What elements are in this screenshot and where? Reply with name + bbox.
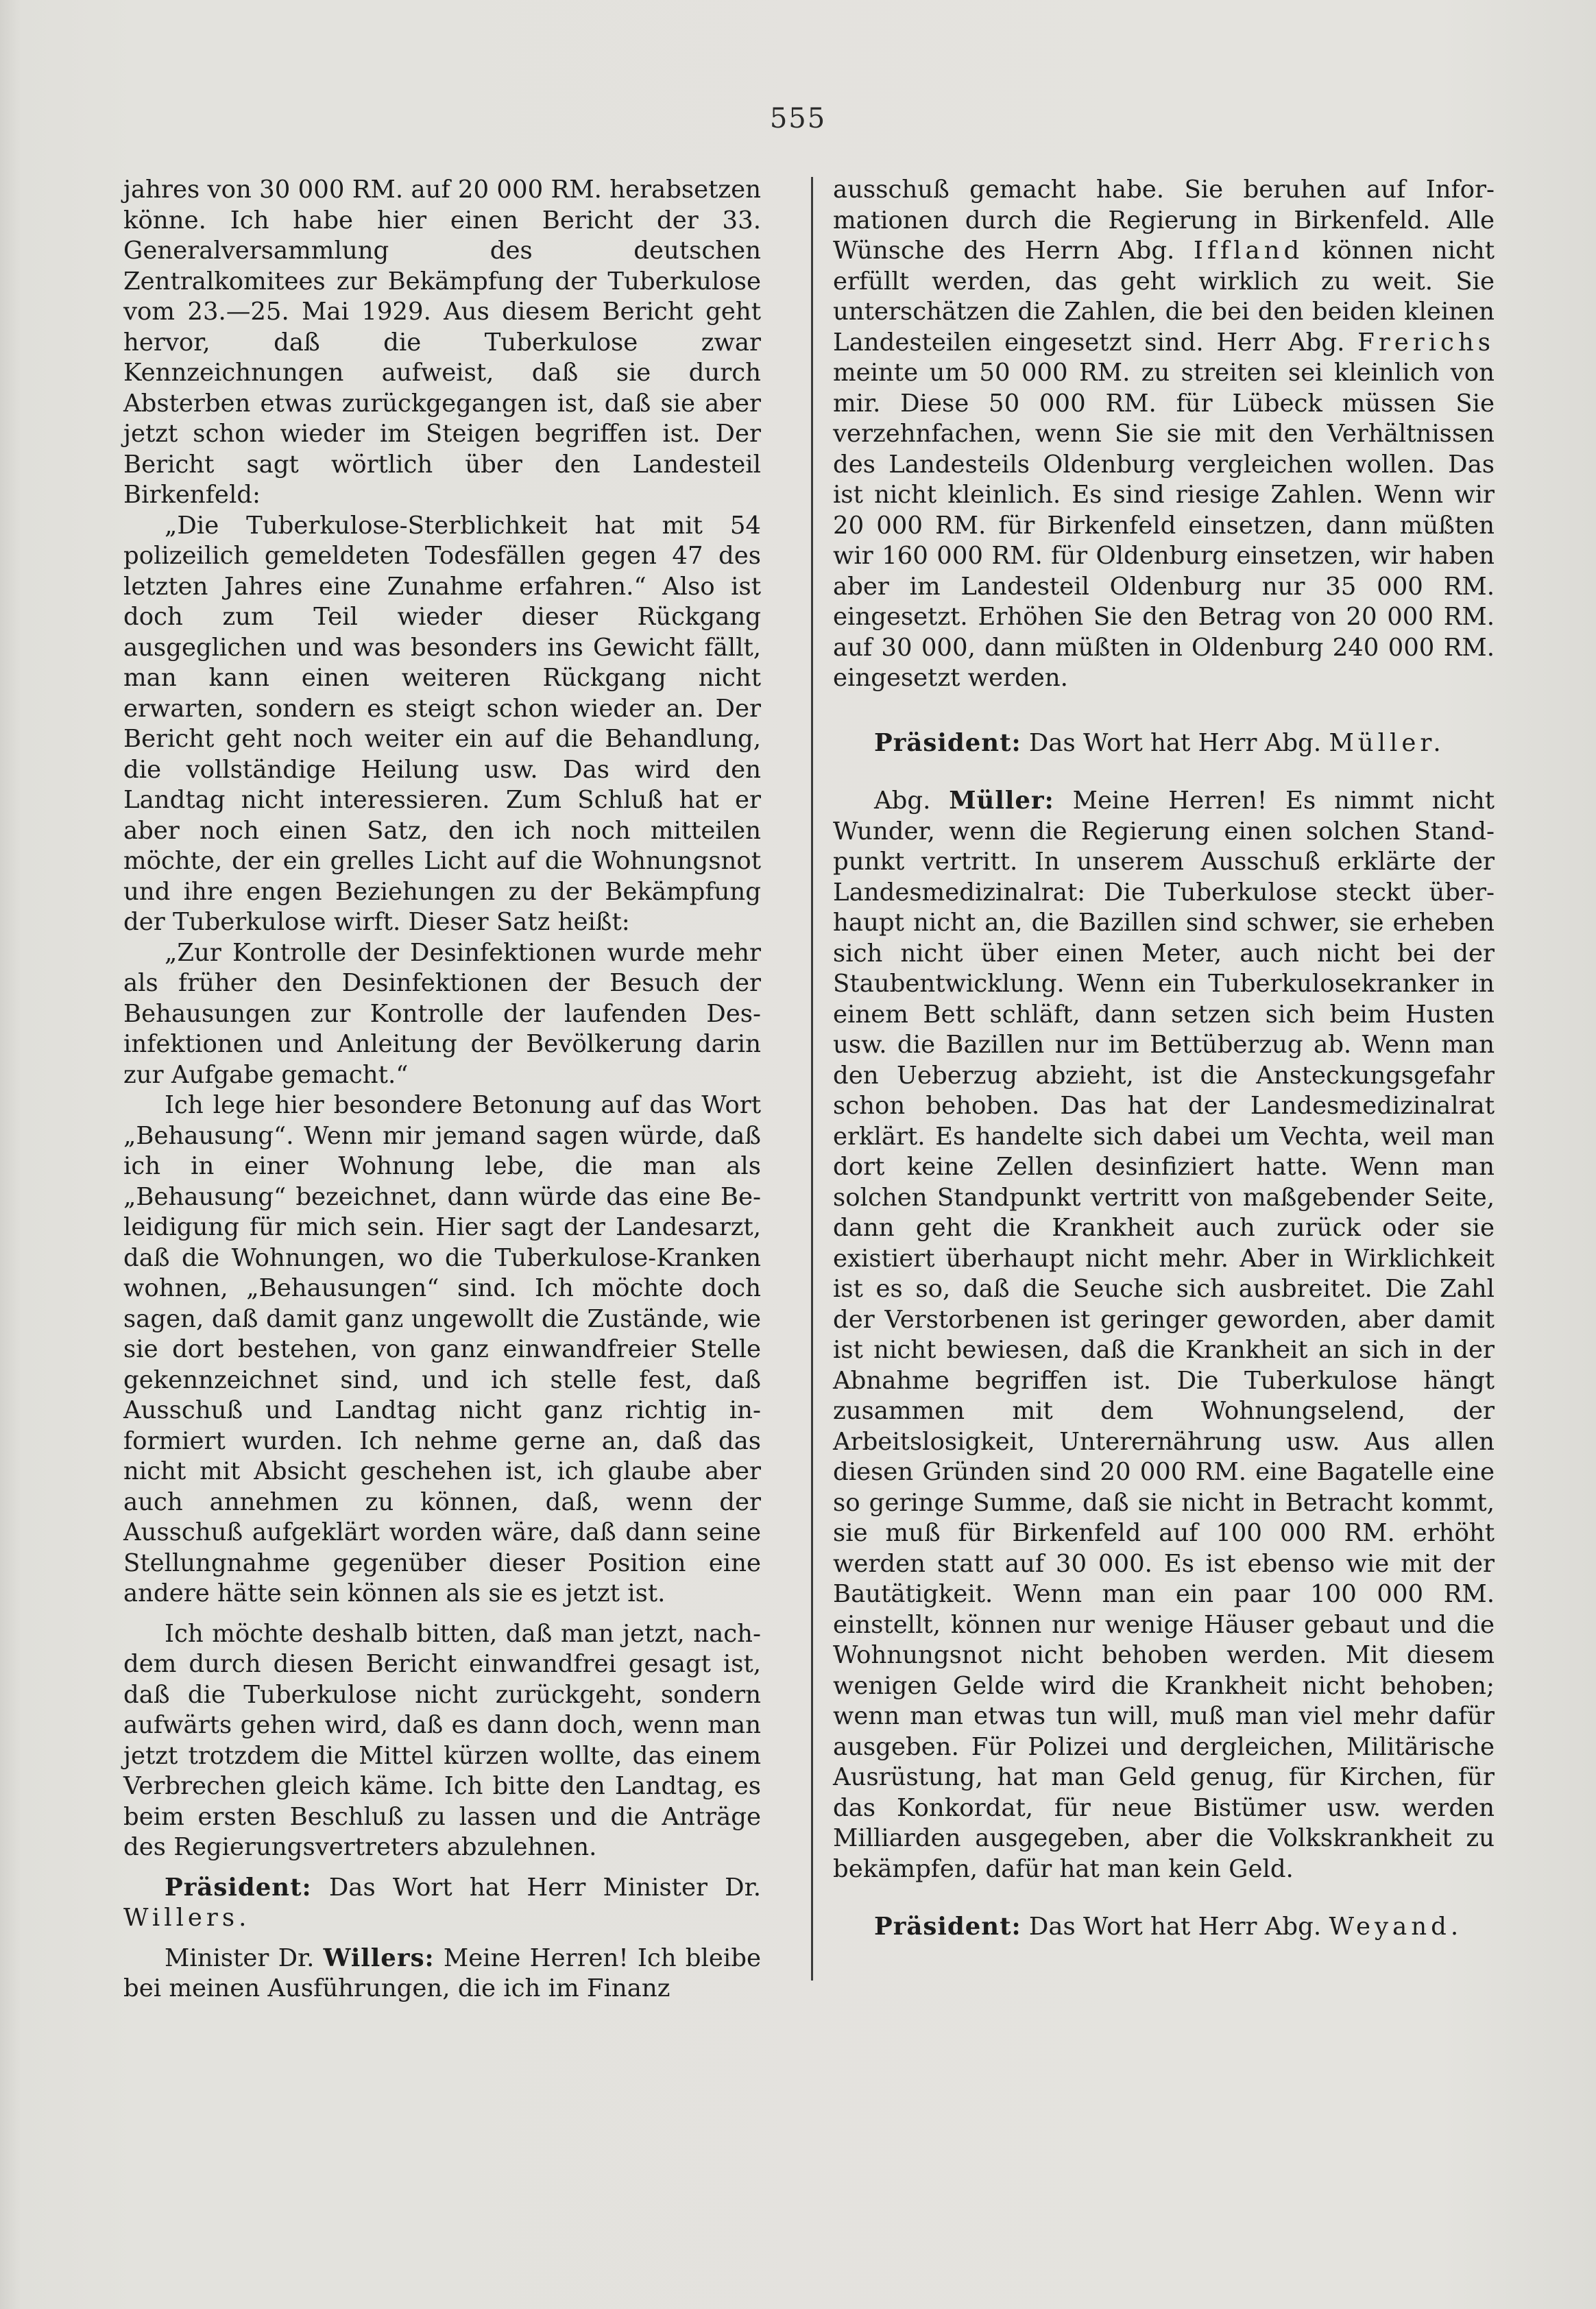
right-column: [833, 175, 1495, 1943]
speaker-label: Präsident:: [874, 1913, 1021, 1941]
speaker-paragraph: [123, 1873, 761, 1934]
speaker-paragraph: [833, 786, 1495, 1885]
paragraph-text: Das Wort hat Herr Abg.: [1028, 1913, 1322, 1941]
speaker-title: Abg.: [874, 787, 931, 815]
paragraph-text: meinte um 50 000 RM. zu streiten sei kleinlich von mir. Diese 50 000 RM. für Lübeck müssen Sie verzehnfachen, wenn Sie sie mit den Verhältnissen des Landesteils Oldenburg vergleichen wollen. Das ist nicht kleinlich. Es sind riesige Zahlen. Wenn wir 20 000 RM. für Birkenfeld einsetzen, dann müßten wir 160 000 RM. für Oldenburg einsetzen, wir haben aber im Landesteil Oldenburg nur 35 000 RM. eingesetzt. Erhöhen Sie den Betrag von 20 000 RM. auf 30 000, dann müßten in Oldenburg 240 000 RM. eingesetzt werden.: [833, 359, 1495, 692]
person-name: Iffland: [1193, 237, 1304, 265]
paragraph-text: Meine Herren! Es nimmt nicht Wunder, wenn die Regierung einen solchen Standpunkt vertritt. In unserem Ausschuß erklärte der Landesmedizinalrat: Die Tuberkulose steckt überhaupt nicht an, die Bazillen sind schwer, sie erheben sich nicht über einen Meter, auch nicht bei der Staubentwicklung. Wenn ein Tuberkulosekranker in einem Bett schläft, dann setzen sich beim Husten usw. die Bazillen nur im Bettüberzug ab. Wenn man den Ueberzug abzieht, ist die Ansteckungsgefahr schon behoben. Das hat der Landesmedizinalrat erklärt. Es handelte sich dabei um Vechta, weil man dort keine Zellen desinfiziert hatte. Wenn man solchen Standpunkt vertritt von maßgebender Seite, dann geht die Krankheit auch zurück oder sie existiert überhaupt nicht mehr. Aber in Wirklichkeit ist es so, daß die Seuche sich ausbreitet. Die Zahl der Verstorbenen ist geringer geworden, aber damit ist nicht bewiesen, daß die Krankheit an sich in der Abnahme begriffen ist. Die Tuberkulose hängt zusammen mit dem Wohnungselend, der Arbeitslosigkeit, Unterernährung usw. Aus allen diesen Gründen sind 20 000 RM. eine Bagatelle eine so geringe Summe, daß sie nicht in Betracht kommt, sie muß für Birkenfeld auf 100 000 RM. erhöht werden statt auf 30 000. Es ist ebenso wie mit der Bautätigkeit. Wenn man ein paar 100 000 RM. einstellt, können nur wenige Häuser gebaut und die Wohnungsnot nicht behoben werden. Mit diesem wenigen Gelde wird die Krankheit nicht behoben; wenn man etwas tun will, muß man viel mehr dafür ausgeben. Für Polizei und dergleichen, Militärische Ausrüstung, hat man Geld genug, für Kirchen, für das Konkordat, für neue Bistümer usw. werden Milliarden ausgegeben, aber die Volkskrankheit zu bekämpfen, dafür hat man kein Geld.: [833, 787, 1495, 1883]
speaker-paragraph: [123, 1943, 761, 2005]
speaker-paragraph: [833, 728, 1495, 759]
paragraph: Ich möchte deshalb bitten, daß man jetzt, nachdem durch diesen Bericht einwandfrei gesagt ist, daß die Tuberkulose nicht zurückgeht, sondern aufwärts gehen wird, daß es dann doch, wenn man jetzt trotzdem die Mittel kürzen wollte, das einem Verbrechen gleich käme. Ich bitte den Landtag, es beim ersten Beschluß zu lassen und die Anträge des Regierungsvertreters abzulehnen.: [123, 1619, 761, 1861]
speaker-label: Präsident:: [874, 728, 1021, 757]
paragraph-text: Das Wort hat Herr Abg.: [1028, 728, 1322, 757]
paragraph-text: Meine Herren! Ich bleibe bei meinen Ausführungen, die ich im Finanz: [123, 1943, 761, 2002]
paragraph-text: Das Wort hat Herr Minister Dr.: [328, 1873, 761, 1902]
speaker-label: Willers:: [323, 1943, 435, 1972]
speaker-name: Müller.: [1329, 728, 1445, 757]
person-name: Frerichs: [1357, 328, 1495, 357]
speaker-label: Präsident:: [165, 1873, 312, 1902]
speaker-paragraph: [833, 1912, 1495, 1943]
speaker-label: Müller:: [949, 787, 1054, 815]
speaker-name: Willers.: [123, 1904, 251, 1932]
paragraph-text: ausschuß gemacht habe. Sie beruhen auf Informationen durch die Regierung in Birkenfeld. Alle Wünsche des Herrn Abg.: [833, 176, 1495, 265]
quote-paragraph: „Die Tuberkulose-Sterblichkeit hat mit 54 polizeilich gemeldeten Todesfällen gegen 47 des letzten Jahres eine Zunahme erfahren.“ Also ist doch zum Teil wieder dieser Rückgang ausgeglichen und was besonders ins Gewicht fällt, man kann einen weiteren Rückgang nicht erwarten, sondern es steigt schon wieder an. Der Bericht geht noch weiter ein auf die Behandlung, die vollständige Heilung usw. Das wird den Landtag nicht interessieren. Zum Schluß hat er aber noch einen Satz, den ich noch mitteilen möchte, der ein grelles Licht auf die Wohnungsnot und ihre engen Beziehungen zu der Bekämpfung der Tuberkulose wirft. Dieser Satz heißt:: [123, 511, 761, 936]
paragraph: Ich lege hier besondere Betonung auf das Wort „Behausung“. Wenn mir jemand sagen würde, daß ich in einer Wohnung lebe, die man als „Behausung“ bezeichnet, dann würde das eine Beleidigung für mich sein. Hier sagt der Landesarzt, daß die Wohnungen, wo die Tuberkulose-Kranken wohnen, „Behausungen“ sind. Ich möchte doch sagen, daß damit ganz ungewollt die Zustände, wie sie dort bestehen, von ganz einwandfreier Stelle gekennzeichnet sind, und ich stelle fest, daß Ausschuß und Landtag nicht ganz richtig informiert wurden. Ich nehme gerne an, daß das nicht mit Absicht geschehen ist, ich glaube aber auch annehmen zu können, daß, wenn der Ausschuß aufgeklärt worden wäre, daß dann seine Stellungnahme gegenüber dieser Position eine andere hätte sein können als sie es jetzt ist.: [123, 1091, 761, 1607]
left-column: [123, 175, 761, 2005]
paragraph-text: können nicht erfüllt werden, das geht wirklich zu weit. Sie unterschätzen die Zahlen, die bei den beiden kleinen Landesteilen eingesetzt sind. Herr Abg.: [833, 237, 1495, 357]
paragraph: [833, 175, 1495, 694]
column-divider: [811, 177, 813, 1981]
speaker-name: Weyand.: [1329, 1913, 1463, 1941]
page-number: 555: [769, 103, 827, 134]
paragraph: jahres von 30 000 RM. auf 20 000 RM. herabsetzen könne. Ich habe hier einen Bericht der 33. Generalversammlung des deutschen Zentralkomitees zur Bekämpfung der Tuberkulose vom 23.—25. Mai 1929. Aus diesem Bericht geht hervor, daß die Tuberkulose zwar Kennzeichnungen aufweist, daß sie durch Absterben etwas zurückgegangen ist, daß sie aber jetzt schon wieder im Steigen begriffen ist. Der Bericht sagt wörtlich über den Landesteil Birkenfeld:: [123, 176, 761, 509]
speaker-title: Minister Dr.: [165, 1943, 315, 1972]
quote-paragraph: „Zur Kontrolle der Desinfektionen wurde mehr als früher den Desinfektionen der Besuch der Behausungen zur Kontrolle der laufenden Desinfektionen und Anleitung der Bevölkerung darin zur Aufgabe gemacht.“: [123, 938, 761, 1089]
